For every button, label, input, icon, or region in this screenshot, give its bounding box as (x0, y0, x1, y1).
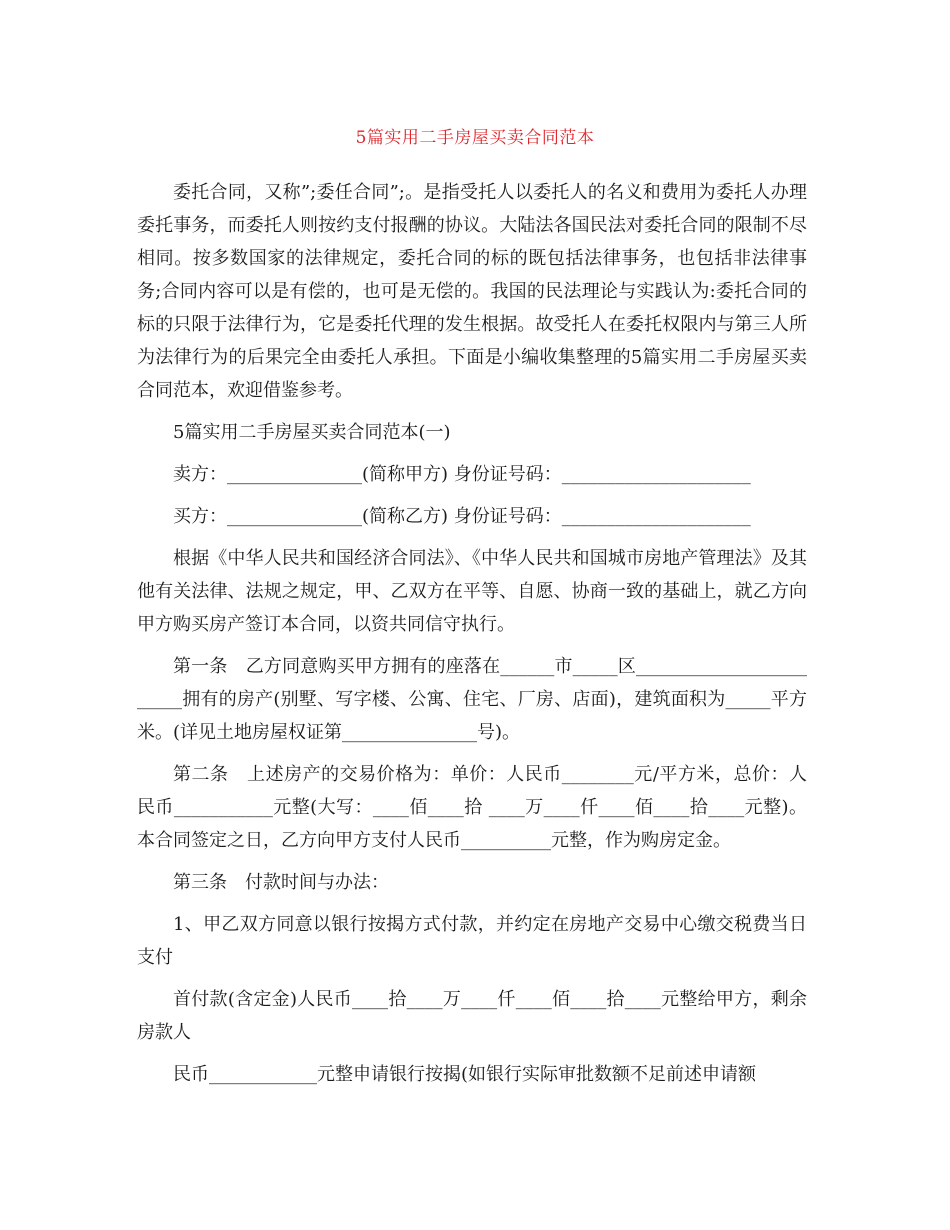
paragraph-seller: 卖方：_______________(简称甲方) 身份证号码：_____________________ (173, 464, 751, 485)
paragraph-article-2: 第二条 上述房产的交易价格为：单价：人民币________元/平方米，总价：人民币___________元整(大写：____佰____拾 ____万____仟____佰____拾____元整)。本合同签定之日，乙方向甲方支付人民币__________元整，作为购房定金。 (137, 764, 807, 851)
paragraph-section-heading: 5篇实用二手房屋买卖合同范本(一) (173, 422, 451, 443)
paragraph-article-3: 第三条 付款时间与办法： (173, 872, 389, 893)
document-title: 5篇实用二手房屋买卖合同范本 (355, 128, 595, 148)
paragraph-intro: 委托合同，又称”;委任合同”;。是指受托人以委托人的名义和费用为委托人办理委托事务，而委托人则按约支付报酬的协议。大陆法各国民法对委托合同的限制不尽相同。按多数国家的法律规定，委托合同的标的既包括法律事务，也包括非法律事务;合同内容可以是有偿的，也可是无偿的。我国的民法理论与实践认为:委托合同的标的只限于法律行为，它是委托代理的发生根据。故受托人在委托权限内与第三人所为法律行为的后果完全由委托人承担。下面是小编收集整理的5篇实用二手房屋买卖合同范本，欢迎借鉴参考。 (137, 182, 807, 401)
paragraph-article-1: 第一条 乙方同意购买甲方拥有的座落在______市_____区________________________拥有的房产(别墅、写字楼、公寓、住宅、厂房、店面)，建筑面积为_____平方米。(详见土地房屋权证第_______________号)。 (137, 656, 807, 743)
paragraph-mortgage: 民币____________元整申请银行按揭(如银行实际审批数额不足前述申请额 (173, 1064, 757, 1085)
paragraph-payment-1: 1、甲乙双方同意以银行按揭方式付款，并约定在房地产交易中心缴交税费当日支付 (137, 914, 807, 968)
paragraph-down-payment: 首付款(含定金)人民币____拾____万____仟____佰____拾____元整给甲方，剩余房款人 (137, 989, 807, 1043)
paragraph-basis: 根据《中华人民共和国经济合同法》、《中华人民共和国城市房地产管理法》及其他有关法律、法规之规定，甲、乙双方在平等、自愿、协商一致的基础上，就乙方向甲方购买房产签订本合同，以资共同信守执行。 (137, 548, 807, 635)
paragraph-buyer: 买方：_______________(简称乙方) 身份证号码：_____________________ (173, 506, 751, 527)
document-body (137, 176, 807, 1100)
